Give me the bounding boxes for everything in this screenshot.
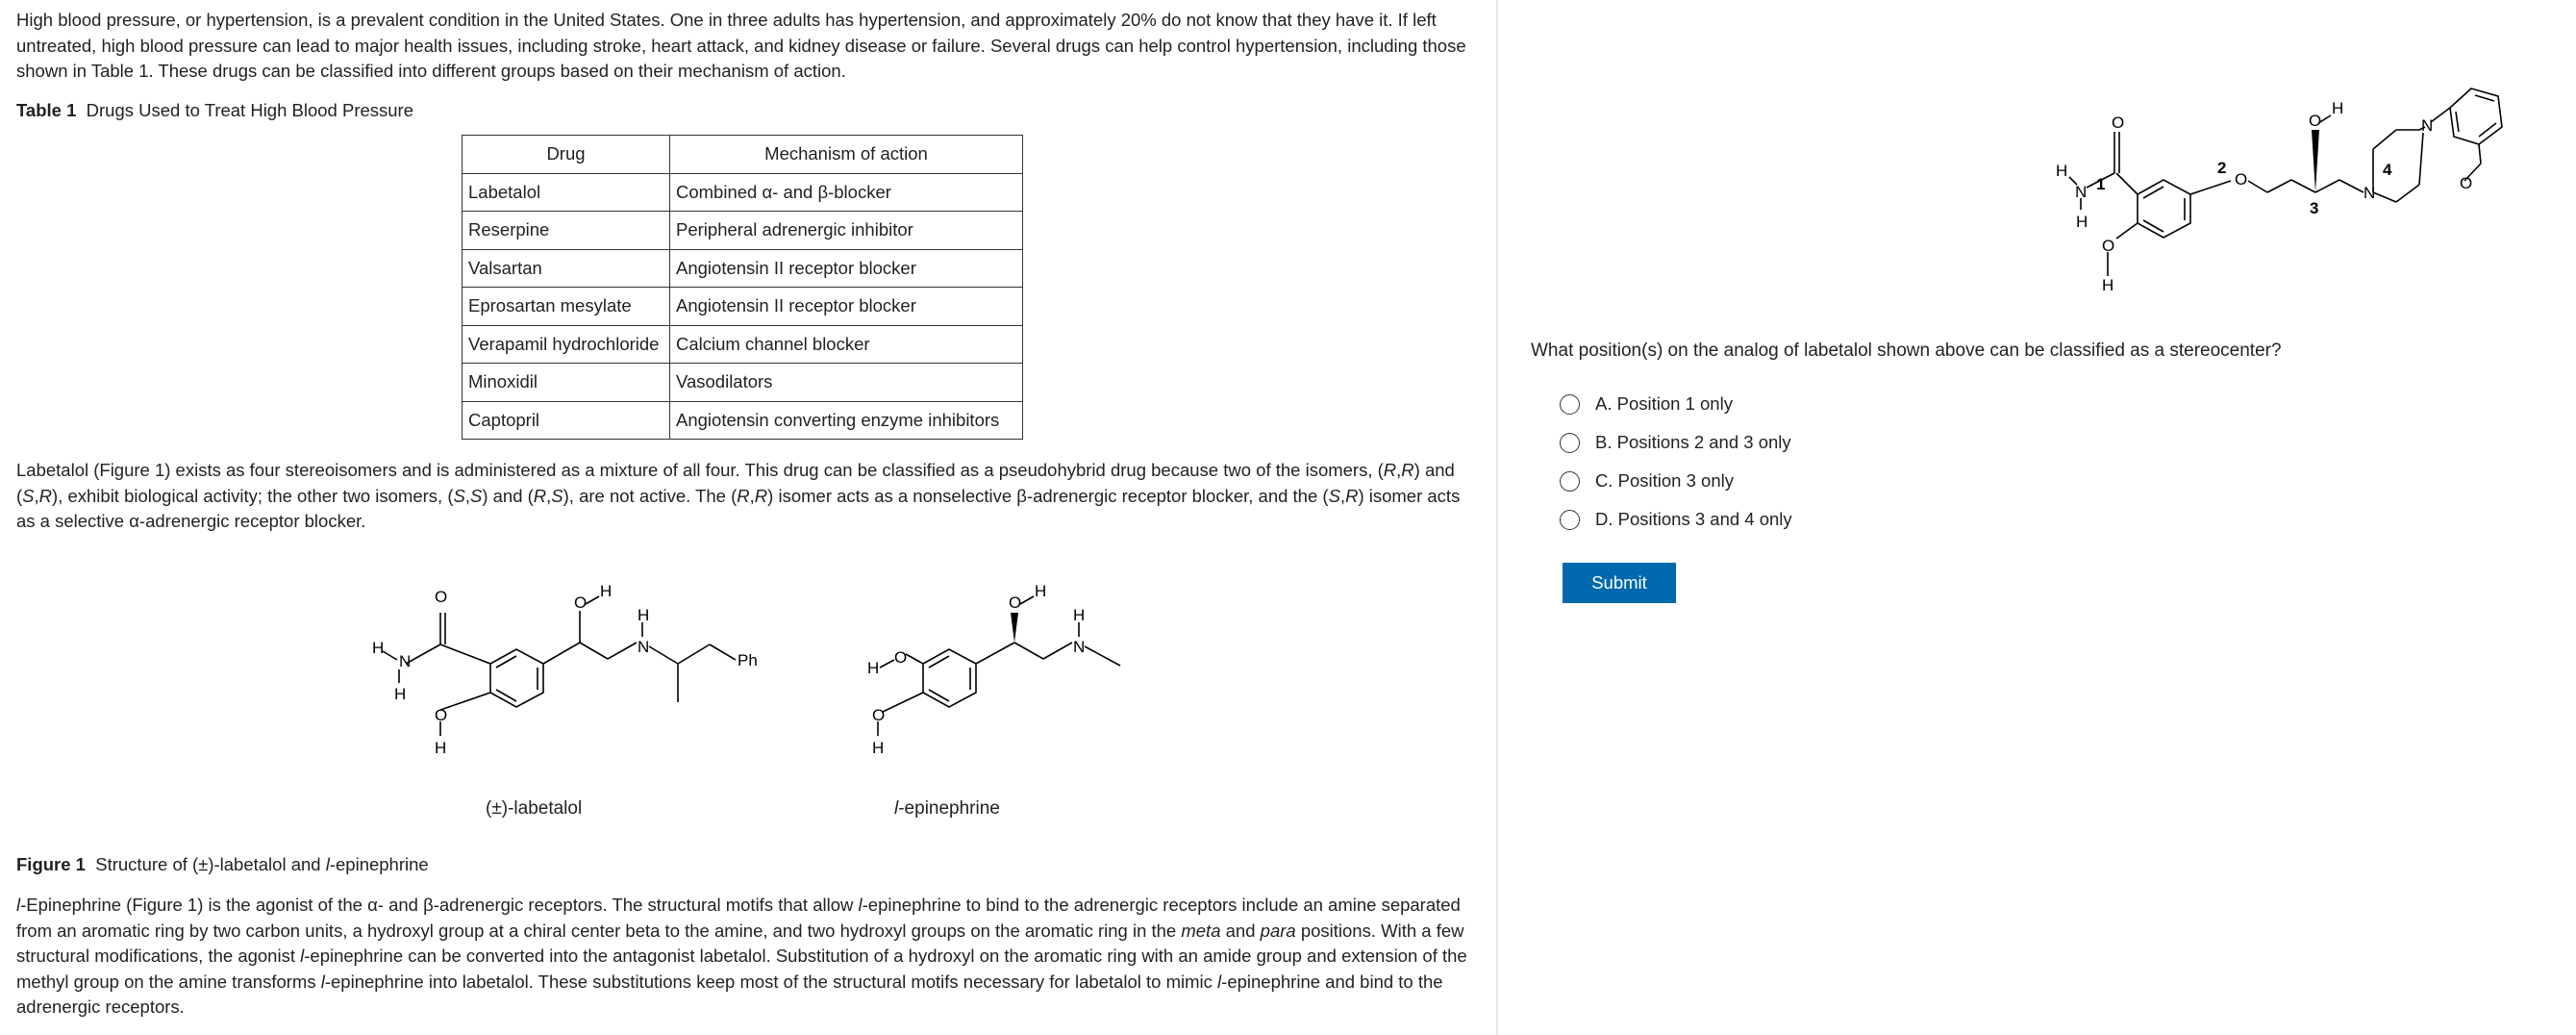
- table-row: [463, 364, 1023, 402]
- mechanism-cell: Angiotensin converting enzyme inhibitors: [670, 401, 1023, 440]
- atom-label: H: [2076, 213, 2088, 231]
- table-header-drug: Drug: [463, 136, 670, 174]
- option-text: Position 3 only: [1617, 470, 1734, 491]
- option-letter: C.: [1595, 470, 1613, 491]
- radio-button[interactable]: [1560, 471, 1580, 492]
- table-row: [463, 325, 1023, 364]
- atom-label: H: [600, 582, 613, 600]
- wedge-bond: [2312, 130, 2319, 192]
- stereoisomer-paragraph: Labetalol (Figure 1) exists as four stereoisomers and is administered as a mixture of all four. This drug can be classified as a pseudohybrid drug because two of the isomers, (R,R) and (S,R), exhibit biological activity; the other two isomers, (S,S) and (R,S), are not active. The (R,R) isomer acts as a nonselective β-adrenergic receptor blocker, and the (S,R) isomer acts as a selective α-adrenergic receptor blocker.: [16, 460, 1461, 531]
- atom-label: H: [1073, 606, 1086, 624]
- atom-label: O: [2112, 114, 2125, 132]
- atom-label: O: [2102, 237, 2115, 255]
- radio-button[interactable]: [1560, 510, 1580, 530]
- mechanism-cell: Angiotensin II receptor blocker: [670, 288, 1023, 326]
- table-row: [463, 249, 1023, 288]
- atom-label: O: [2460, 174, 2473, 192]
- figure-label: Figure 1: [16, 854, 86, 874]
- option-letter: D.: [1595, 509, 1613, 529]
- option-d[interactable]: [1560, 505, 1792, 534]
- atom-label: H: [435, 739, 447, 757]
- atom-label: N: [399, 652, 412, 670]
- option-letter: B.: [1595, 432, 1613, 452]
- table-row: [463, 288, 1023, 326]
- table-row: [463, 401, 1023, 440]
- option-text: Positions 2 and 3 only: [1616, 432, 1791, 452]
- option-c[interactable]: [1560, 467, 1734, 495]
- option-text: Position 1 only: [1616, 393, 1733, 414]
- atom-label: H: [2332, 99, 2344, 117]
- atom-label: O: [2235, 170, 2248, 189]
- atom-label: N: [2421, 116, 2434, 135]
- labetalol-structure: [356, 568, 817, 789]
- position-3-label: 3: [2310, 199, 2319, 217]
- drug-cell: Reserpine: [463, 212, 670, 250]
- mechanism-cell: Peripheral adrenergic inhibitor: [670, 212, 1023, 250]
- epinephrine-caption: l-epinephrine: [894, 798, 1000, 819]
- atom-label: N: [638, 638, 650, 656]
- table-header-mechanism: Mechanism of action: [670, 136, 1023, 174]
- option-letter: A.: [1595, 393, 1613, 414]
- position-1-label: 1: [2096, 175, 2106, 193]
- table-header-row: [463, 136, 1023, 174]
- atom-label: N: [2363, 184, 2376, 202]
- position-4-label: 4: [2383, 161, 2392, 179]
- table-caption: [16, 98, 413, 123]
- option-a[interactable]: [1560, 390, 1733, 418]
- atom-label: N: [2075, 183, 2088, 201]
- atom-label: H: [1035, 582, 1047, 600]
- atom-label: Ph: [738, 651, 758, 669]
- table-row: [463, 173, 1023, 212]
- drug-cell: Valsartan: [463, 249, 670, 288]
- radio-button[interactable]: [1560, 394, 1580, 415]
- atom-label: H: [2102, 276, 2114, 294]
- figure-title: Structure of (±)-labetalol and l-epinephrine: [95, 854, 429, 874]
- radio-button[interactable]: [1560, 433, 1580, 453]
- drug-cell: Captopril: [463, 401, 670, 440]
- atom-label: H: [2056, 162, 2068, 180]
- atom-label: H: [394, 685, 407, 703]
- wedge-bond: [1011, 613, 1018, 643]
- mechanism-cell: Calcium channel blocker: [670, 325, 1023, 364]
- epinephrine-structure: [837, 568, 1144, 789]
- drugs-table: [462, 135, 1023, 440]
- figure-caption: [16, 852, 429, 878]
- drug-cell: Minoxidil: [463, 364, 670, 402]
- table-title: Drugs Used to Treat High Blood Pressure: [86, 100, 414, 120]
- table-row: [463, 212, 1023, 250]
- labetalol-caption: (±)-labetalol: [486, 798, 583, 819]
- submit-button[interactable]: Submit: [1563, 563, 1676, 603]
- atom-label: O: [2309, 112, 2322, 130]
- epinephrine-paragraph: l-Epinephrine (Figure 1) is the agonist of the α- and β-adrenergic receptors. The structural motifs that allow l-epinephrine to bind to the adrenergic receptors include an amine separated from an aromatic ring by two carbon units, a hydroxyl group at a chiral center beta to the amine, and two hydroxyl groups on the aromatic ring in the meta and para positions. With a few structural modifications, the agonist l-epinephrine can be converted into the antagonist labetalol. Substitution of a hydroxyl on the aromatic ring with an amide group and extension of the methyl group on the amine transforms l-epinephrine into labetalol. These substitutions keep most of the structural motifs necessary for labetalol to mimic l-epinephrine and bind to the adrenergic receptors.: [16, 895, 1467, 1017]
- mechanism-cell: Combined α- and β-blocker: [670, 173, 1023, 212]
- labetalol-analog-structure: [2008, 38, 2565, 308]
- table-label: Table 1: [16, 100, 77, 120]
- option-b[interactable]: [1560, 428, 1791, 457]
- mechanism-cell: Angiotensin II receptor blocker: [670, 249, 1023, 288]
- atom-label: O: [574, 593, 588, 612]
- atom-label: O: [894, 648, 908, 667]
- mechanism-cell: Vasodilators: [670, 364, 1023, 402]
- question-pane: [1498, 0, 2576, 1035]
- option-text: Positions 3 and 4 only: [1617, 509, 1792, 529]
- atom-label: H: [638, 606, 650, 624]
- atom-label: O: [435, 588, 448, 606]
- atom-label: O: [872, 706, 886, 724]
- position-2-label: 2: [2217, 159, 2227, 177]
- atom-label: N: [1073, 638, 1086, 656]
- atom-label: H: [372, 639, 385, 657]
- atom-label: O: [435, 706, 448, 724]
- atom-label: H: [872, 739, 885, 757]
- drug-cell: Labetalol: [463, 173, 670, 212]
- intro-paragraph: High blood pressure, or hypertension, is a prevalent condition in the United States. One in three adults has hypertension, and approximately 20% do not know that they have it. If left untreated, high blood pressure can lead to major health issues, including stroke, heart attack, and kidney disease or failure. Several drugs can help control hypertension, including those shown in Table 1. These drugs can be classified into different groups based on their mechanism of action.: [16, 10, 1466, 81]
- atom-label: O: [1009, 593, 1022, 612]
- question-prompt: What position(s) on the analog of labetalol shown above can be classified as a stereocenter?: [1531, 341, 2282, 361]
- drug-cell: Eprosartan mesylate: [463, 288, 670, 326]
- drug-cell: Verapamil hydrochloride: [463, 325, 670, 364]
- atom-label: H: [867, 659, 880, 677]
